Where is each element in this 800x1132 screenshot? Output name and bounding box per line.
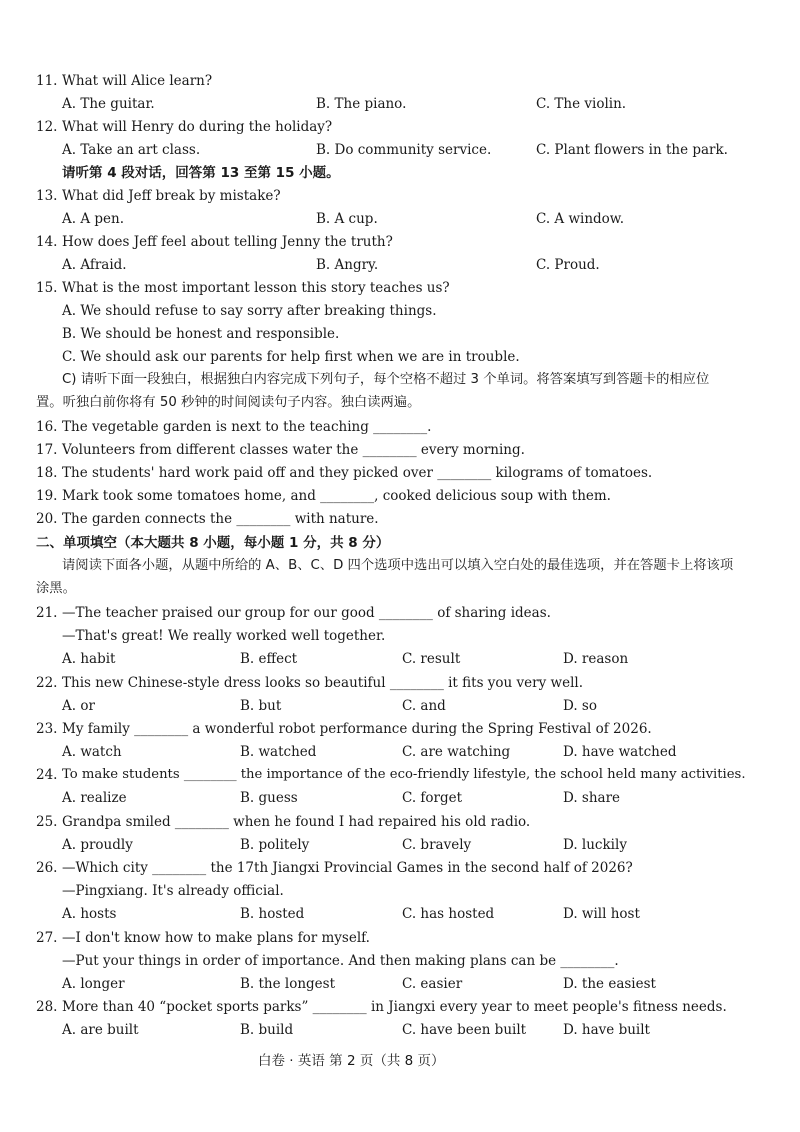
option: D. reason	[563, 651, 629, 667]
option: C. are watching	[402, 744, 511, 760]
question-number: 17.	[36, 442, 58, 458]
option: A. hosts	[62, 906, 117, 922]
option: B. The piano.	[316, 96, 407, 112]
question-text-reply: —That's great! We really worked well together.	[62, 628, 386, 644]
instruction-partC-line2: 置。听独白前你将有 50 秒钟的时间阅读句子内容。独白读两遍。	[36, 395, 421, 410]
question-text: —Which city ________ the 17th Jiangxi Provincial Games in the second half of 2026?	[62, 860, 633, 876]
option: B. We should be honest and responsible.	[62, 326, 340, 342]
question-number: 23.	[36, 721, 58, 737]
option: C. bravely	[402, 837, 472, 853]
option: D. the easiest	[563, 976, 656, 992]
option: C. We should ask our parents for help first when we are in trouble.	[62, 349, 520, 365]
question-text: What is the most important lesson this story teaches us?	[62, 280, 450, 296]
option: C. Proud.	[536, 257, 600, 273]
section2-instruction-line2: 涂黑。	[36, 581, 76, 596]
question-text: More than 40 “pocket sports parks” ________ in Jiangxi every year to meet people's fitness needs.	[62, 999, 727, 1015]
option: B. watched	[240, 744, 317, 760]
section2-instruction-line1: 请阅读下面各小题，从题中所给的 A、B、C、D 四个选项中选出可以填入空白处的最佳选项，并在答题卡上将该项	[62, 558, 734, 573]
question-number: 16.	[36, 419, 58, 435]
option: A. proudly	[62, 837, 133, 853]
option: A. are built	[62, 1022, 139, 1038]
option: A. A pen.	[62, 211, 124, 227]
option: A. watch	[62, 744, 122, 760]
question-number: 22.	[36, 675, 58, 691]
option: B. hosted	[240, 906, 305, 922]
question-text: What will Alice learn?	[62, 73, 213, 89]
section2-title: 二、单项填空（本大题共 8 小题，每小题 1 分，共 8 分）	[36, 535, 390, 551]
option: D. have built	[563, 1022, 650, 1038]
option: B. effect	[240, 651, 298, 667]
option: B. build	[240, 1022, 294, 1038]
instruction-partC-line1: C) 请听下面一段独白，根据独白内容完成下列句子，每个空格不超过 3 个单词。将答案填写到答题卡的相应位	[62, 372, 710, 387]
option: C. The violin.	[536, 96, 627, 112]
option: B. but	[240, 698, 282, 714]
question-number: 24.	[36, 767, 58, 783]
option: B. Do community service.	[316, 142, 492, 158]
question-number: 11.	[36, 73, 58, 89]
option: A. or	[62, 698, 95, 714]
question-number: 18.	[36, 465, 58, 481]
option: B. A cup.	[316, 211, 378, 227]
question-number: 25.	[36, 814, 58, 830]
option: A. realize	[62, 790, 127, 806]
option: A. Take an art class.	[62, 142, 201, 158]
question-text: To make students ________ the importance of the eco-friendly lifestyle, the school held many activities.	[62, 767, 746, 782]
question-text-reply: —Pingxiang. It's already official.	[62, 883, 284, 899]
question-text: My family ________ a wonderful robot performance during the Spring Festival of 2026.	[62, 721, 652, 737]
question-text: How does Jeff feel about telling Jenny the truth?	[62, 234, 393, 250]
option: D. will host	[563, 906, 640, 922]
option: C. A window.	[536, 211, 625, 227]
option: B. politely	[240, 837, 310, 853]
question-number: 28.	[36, 999, 58, 1015]
question-text: Volunteers from different classes water the ________ every morning.	[62, 442, 525, 458]
option: B. Angry.	[316, 257, 379, 273]
option: C. result	[402, 651, 461, 667]
question-text: Mark took some tomatoes home, and ________, cooked delicious soup with them.	[62, 488, 611, 504]
question-number: 27.	[36, 930, 58, 946]
question-text: What will Henry do during the holiday?	[62, 119, 333, 135]
option: A. Afraid.	[62, 257, 127, 273]
question-number: 21.	[36, 605, 58, 621]
question-text: This new Chinese-style dress looks so beautiful ________ it fits you very well.	[62, 675, 583, 691]
option: D. have watched	[563, 744, 677, 760]
option: D. share	[563, 790, 621, 806]
option: D. so	[563, 698, 597, 714]
question-text: Grandpa smiled ________ when he found I had repaired his old radio.	[62, 814, 531, 830]
question-text: The students' hard work paid off and they picked over ________ kilograms of tomatoes.	[62, 465, 653, 481]
question-text-reply: —Put your things in order of importance. And then making plans can be ________.	[62, 953, 619, 969]
option: C. easier	[402, 976, 463, 992]
option: C. and	[402, 698, 446, 714]
option: C. forget	[402, 790, 463, 806]
question-number: 20.	[36, 511, 58, 527]
option: A. habit	[62, 651, 116, 667]
question-text: —I don't know how to make plans for myself.	[62, 930, 370, 946]
page-footer: 白卷 · 英语 第 2 页（共 8 页）	[258, 1053, 445, 1069]
option: D. luckily	[563, 837, 627, 853]
option: A. longer	[62, 976, 125, 992]
option: B. the longest	[240, 976, 336, 992]
option: A. We should refuse to say sorry after breaking things.	[62, 303, 437, 319]
option: B. guess	[240, 790, 298, 806]
question-text: The vegetable garden is next to the teaching ________.	[62, 419, 432, 435]
question-number: 26.	[36, 860, 58, 876]
question-text: What did Jeff break by mistake?	[62, 188, 281, 204]
question-number: 15.	[36, 280, 58, 296]
question-number: 19.	[36, 488, 58, 504]
question-text: The garden connects the ________ with nature.	[62, 511, 379, 527]
option: A. The guitar.	[62, 96, 155, 112]
option: C. Plant flowers in the park.	[536, 142, 728, 158]
instruction-part4: 请听第 4 段对话，回答第 13 至第 15 小题。	[62, 165, 340, 181]
question-number: 12.	[36, 119, 58, 135]
question-number: 13.	[36, 188, 58, 204]
question-text: —The teacher praised our group for our good ________ of sharing ideas.	[62, 605, 551, 621]
question-number: 14.	[36, 234, 58, 250]
option: C. has hosted	[402, 906, 495, 922]
option: C. have been built	[402, 1022, 527, 1038]
